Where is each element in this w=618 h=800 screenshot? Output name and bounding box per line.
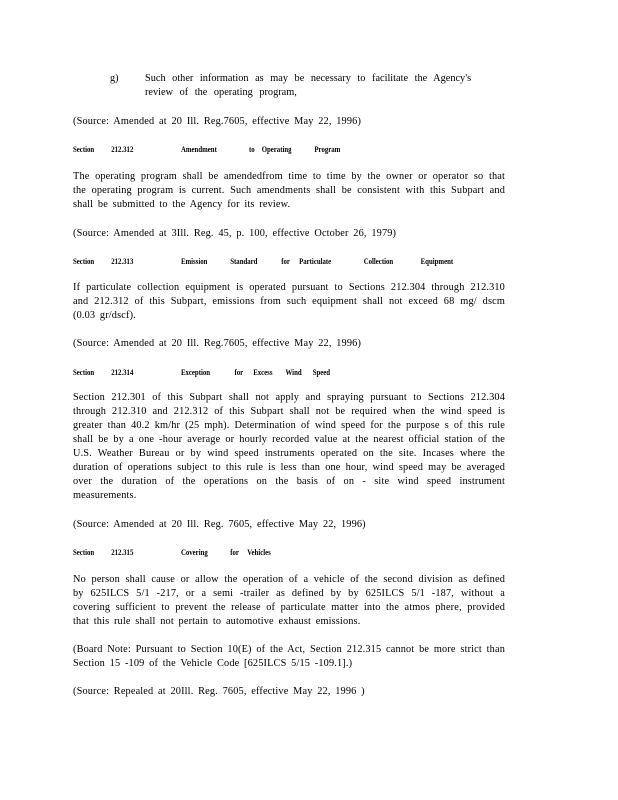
- section-title-word: Particulate: [299, 257, 332, 266]
- source-note: (Source: Amended at 20 Ill. Reg. 7605, effective May 22, 1996): [73, 519, 366, 530]
- section-body-212-314: Section 212.301 of this Subpart shall not apply and spraying pursuant to Sections 212.304 through 212.310 and 212.312 of this Subpart shall not be required when the wind speed is greater than 40.2 km/hr (25 mph). Determination of wind speed for the purpose s of this rule shall be by a one -hour average or hourly recorded value at the nearest official station of the U.S. Weather Bureau or by wind speed instruments operated on the site. Incases where the duration of operations subject to this rule is less than one hour, wind speed may be averaged over the duration of the operations on the basis of on - site wind speed instrument measurements.: [73, 392, 505, 501]
- section-title-word: Excess: [253, 368, 273, 377]
- section-title-word: Wind: [285, 368, 302, 377]
- section-title-word: to: [248, 145, 255, 154]
- section-body-212-313: If particulate collection equipment is operated pursuant to Sections 212.304 through 212.310 and 212.312 of this Subpart, emissions from such equipment shall not exceed 68 mg/ dscm (0.03 gr/dscf).: [73, 282, 505, 321]
- section-label: Section: [73, 257, 95, 266]
- list-item-text: Such other information as may be necessary to facilitate the Agency's review of the operating program,: [145, 73, 472, 98]
- section-number: 212.315: [111, 548, 134, 557]
- section-title-word: for: [234, 368, 244, 377]
- section-title-word: Equipment: [420, 257, 454, 266]
- section-heading-212-312: [73, 144, 447, 156]
- source-note: (Source: Amended at 20 Ill. Reg.7605, effective May 22, 1996): [73, 338, 362, 349]
- section-title-word: Emission: [180, 257, 208, 266]
- section-heading-212-315: [73, 547, 447, 559]
- section-label: Section: [73, 548, 95, 557]
- section-heading-212-313: [73, 256, 454, 268]
- section-number: 212.314: [111, 368, 134, 377]
- section-label: Section: [73, 368, 95, 377]
- list-item-marker: g): [110, 73, 119, 84]
- section-title-word: Collection: [363, 257, 394, 266]
- section-title-word: for: [281, 257, 290, 266]
- section-number: 212.312: [111, 145, 134, 154]
- source-note: (Source: Amended at 3Ill. Reg. 45, p. 100, effective October 26, 1979): [73, 228, 397, 239]
- section-title-word: Speed: [312, 368, 331, 377]
- section-title-word: Exception: [180, 368, 211, 377]
- section-title-word: Standard: [230, 257, 258, 266]
- section-title-word: Vehicles: [247, 548, 271, 557]
- section-title-word: Covering: [180, 548, 208, 557]
- source-note: (Source: Repealed at 20Ill. Reg. 7605, effective May 22, 1996 ): [73, 686, 365, 697]
- section-title-word: Program: [314, 145, 341, 154]
- section-body-212-312: The operating program shall be amendedfrom time to time by the owner or operator so that the operating program is current. Such amendments shall be consistent with this Subpart and shall be submitted to the Agency for its review.: [73, 171, 505, 210]
- section-title-word: for: [230, 548, 239, 557]
- section-heading-212-314: [73, 367, 447, 379]
- section-label: Section: [73, 145, 95, 154]
- section-title-word: Operating: [261, 145, 292, 154]
- section-body-212-315: No person shall cause or allow the operation of a vehicle of the second division as defined by 625ILCS 5/1 -217, or a semi -trailer as defined by by 625ILCS 5/1 -187, without a covering sufficient to prevent the release of particulate matter into the atmos phere, provided that this rule shall not pertain to automotive exhaust emissions.: [73, 574, 505, 627]
- section-number: 212.313: [111, 257, 134, 266]
- section-title-word: Amendment: [180, 145, 217, 154]
- source-note: (Source: Amended at 20 Ill. Reg.7605, effective May 22, 1996): [73, 116, 362, 127]
- board-note: (Board Note: Pursuant to Section 10(E) of the Act, Section 212.315 cannot be more strict than Section 15 -109 of the Vehicle Code [625ILCS 5/15 -109.1].): [73, 644, 505, 669]
